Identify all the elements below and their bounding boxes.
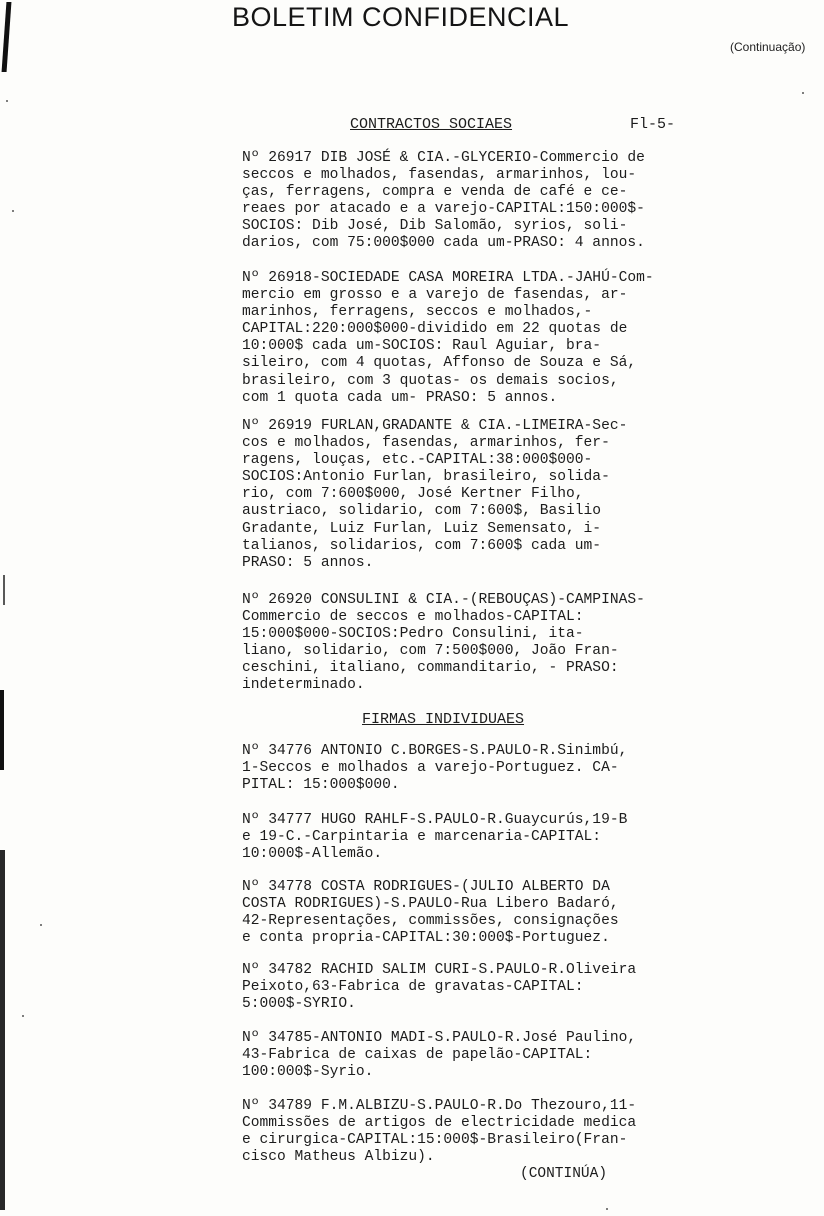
scan-edge-mark [3, 575, 5, 605]
firm-entry: Nº 34785-ANTONIO MADI-S.PAULO-R.José Paulino, 43-Fabrica de caixas de papelão-CAPITAL: 100:000$-Syrio. [242, 1030, 637, 1081]
continues-note: (CONTINÚA) [520, 1166, 608, 1182]
contract-entry: Nº 26919 FURLAN,GRADANTE & CIA.-LIMEIRA-Sec- cos e molhados, fasendas, armarinhos, fer- ragens, louças, etc.-CAPITAL:38:000$000- SOCIOS:Antonio Furlan, brasileiro, solida- rio, com 7:600$000, José Kertner Filho, austriaco, solidario, com 7:600$, Basilio Gradante, Luiz Furlan, Luiz Semensato, i- talianos, solidarios, com 7:600$ cada um- PRASO: 5 annos. [242, 418, 628, 571]
scan-edge-mark [0, 690, 4, 770]
continuation-note: (Continuação) [730, 40, 806, 54]
firm-entry: Nº 34777 HUGO RAHLF-S.PAULO-R.Guaycurús,19-B e 19-C.-Carpintaria e marcenaria-CAPITAL: 10:000$-Allemão. [242, 812, 628, 863]
scan-speck [22, 1015, 24, 1017]
scan-edge-mark [2, 2, 12, 72]
scan-edge-mark [0, 850, 5, 1210]
scan-speck [802, 92, 804, 94]
firm-entry: Nº 34789 F.M.ALBIZU-S.PAULO-R.Do Thezouro,11- Commissões de artigos de electricidade medica e cirurgica-CAPITAL:15:000$-Brasileiro(Fran- cisco Matheus Albizu). [242, 1098, 637, 1166]
contract-entry: Nº 26918-SOCIEDADE CASA MOREIRA LTDA.-JAHÚ-Com- mercio em grosso e a varejo de fasendas, ar- marinhos, ferragens, seccos e molhados,- CAPITAL:220:000$000-dividido em 22 quotas de 10:000$ cada um-SOCIOS: Raul Aguiar, bra- sileiro, com 4 quotas, Affonso de Souza e Sá, brasileiro, com 3 quotas- os demais socios, com 1 quota cada um- PRASO: 5 annos. [242, 270, 654, 406]
firm-entry: Nº 34778 COSTA RODRIGUES-(JULIO ALBERTO DA COSTA RODRIGUES)-S.PAULO-Rua Libero Badaró, 42-Representações, commissões, consignações e conta propria-CAPITAL:30:000$-Portuguez. [242, 879, 619, 947]
scan-speck [6, 100, 8, 102]
firm-entry: Nº 34776 ANTONIO C.BORGES-S.PAULO-R.Sinimbú, 1-Seccos e molhados a varejo-Portuguez. CA- PITAL: 15:000$000. [242, 743, 628, 794]
page-number: Fl-5- [630, 116, 676, 133]
firm-entry: Nº 34782 RACHID SALIM CURI-S.PAULO-R.Oliveira Peixoto,63-Fabrica de gravatas-CAPITAL: 5:000$-SYRIO. [242, 962, 637, 1013]
scan-speck [12, 210, 14, 212]
section-heading-firmas: FIRMAS INDIVIDUAES [362, 711, 525, 728]
contract-entry: Nº 26917 DIB JOSÉ & CIA.-GLYCERIO-Commercio de seccos e molhados, fasendas, armarinhos, lou- ças, ferragens, compra e venda de café e ce- reaes por atacado e a varejo-CAPITAL:150:000$- SOCIOS: Dib José, Dib Salomão, syrios, soli- darios, com 75:000$000 cada um-PRASO: 4 annos. [242, 150, 645, 252]
contract-entry: Nº 26920 CONSULINI & CIA.-(REBOUÇAS)-CAMPINAS- Commercio de seccos e molhados-CAPITAL: 15:000$000-SOCIOS:Pedro Consulini, ita- liano, solidario, com 7:500$000, João Fran- ceschini, italiano, commanditario, - PRASO: indeterminado. [242, 592, 645, 694]
document-title: BOLETIM CONFIDENCIAL [232, 2, 570, 32]
scan-speck [606, 1208, 608, 1210]
scan-speck [40, 924, 42, 926]
section-heading-contractos: CONTRACTOS SOCIAES [350, 116, 513, 133]
